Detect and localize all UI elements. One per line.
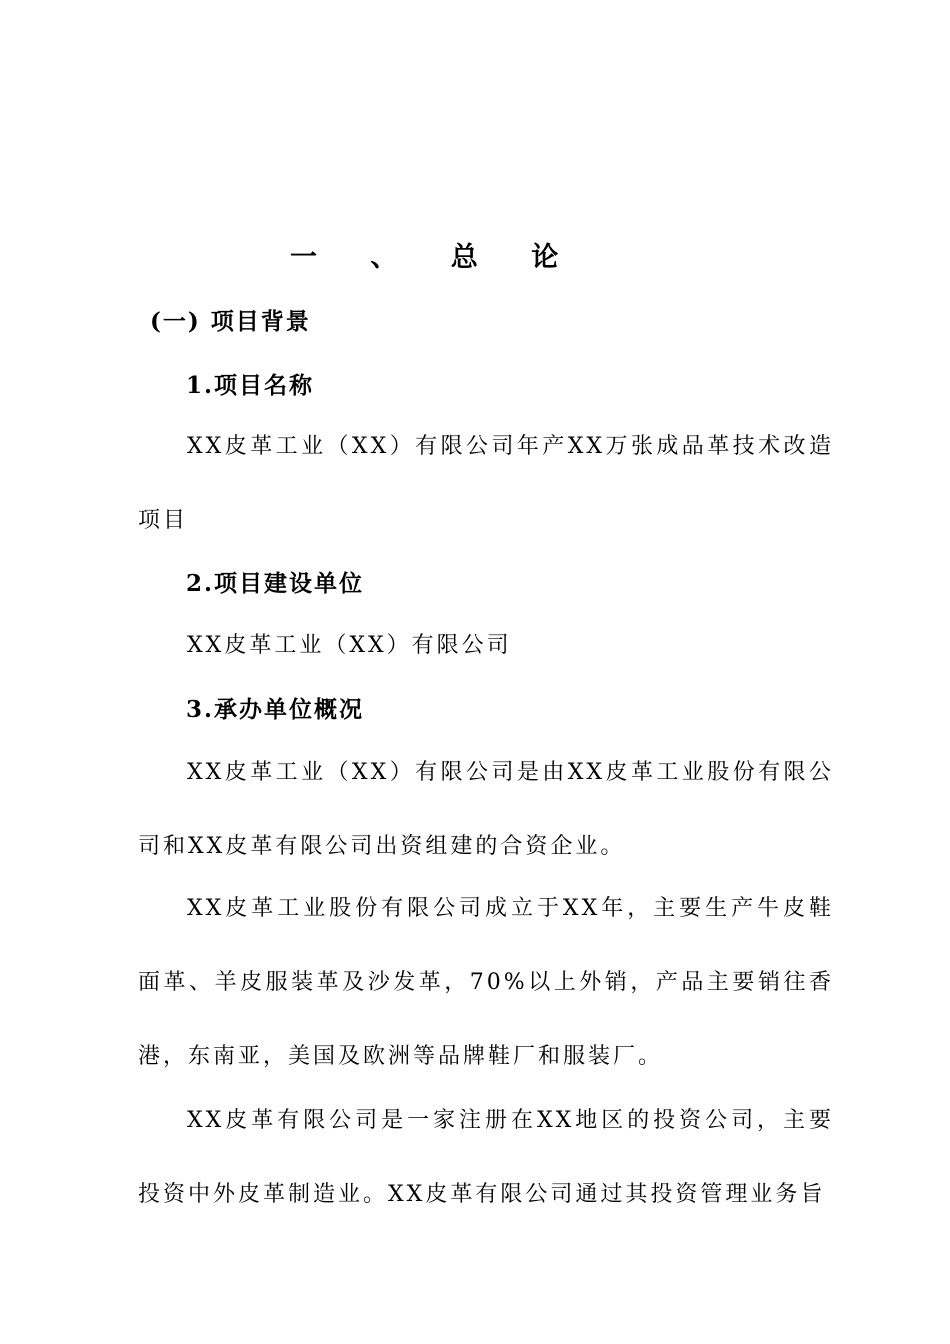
item-heading-construction-unit: 2.项目建设单位 xyxy=(186,570,365,597)
paragraph-overview-1: XX皮革工业（XX）有限公司是由XX皮革工业股份有限公司和XX皮革有限公司出资组建的合资企业。 xyxy=(138,760,834,859)
paragraph-overview-3: XX皮革有限公司是一家注册在XX地区的投资公司，主要投资中外皮革制造业。XX皮革有限公司通过其投资管理业务旨 xyxy=(138,1108,834,1207)
paragraph-construction-unit: XX皮革工业（XX）有限公司 xyxy=(187,633,512,658)
section-heading: (一) 项目背景 xyxy=(150,308,311,335)
item-heading-project-name: 1.项目名称 xyxy=(186,372,315,399)
paragraph-project-name: XX皮革工业（XX）有限公司年产XX万张成品革技术改造项目 xyxy=(138,434,834,533)
item-heading-organizer-overview: 3.承办单位概况 xyxy=(186,696,365,723)
chapter-title: 一 、 总 论 xyxy=(290,242,581,273)
paragraph-overview-2: XX皮革工业股份有限公司成立于XX年，主要生产牛皮鞋面革、羊皮服装革及沙发革，70%以上外销，产品主要销往香港，东南亚，美国及欧洲等品牌鞋厂和服装厂。 xyxy=(138,896,834,1069)
